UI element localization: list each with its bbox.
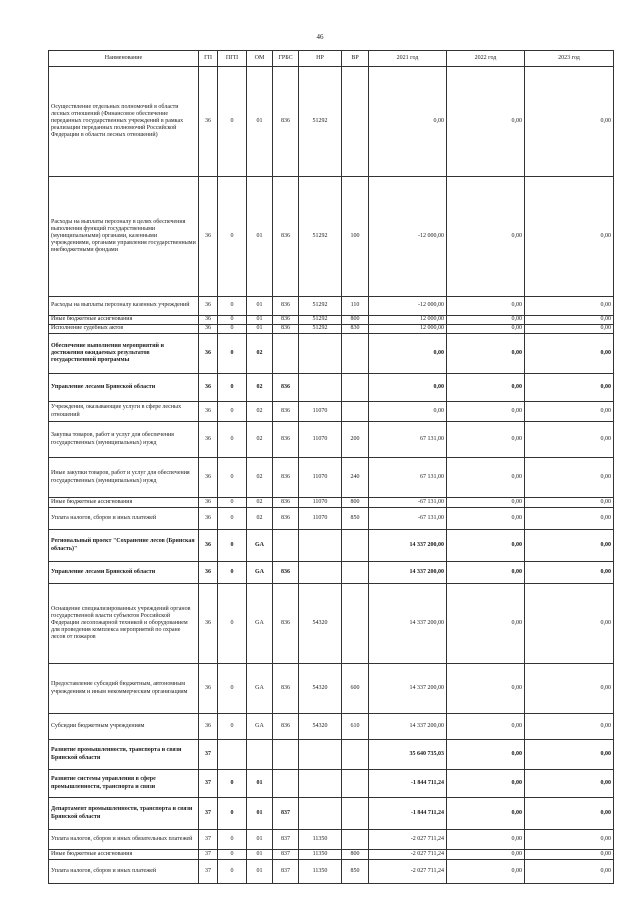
cell-2022: 0,00 <box>447 770 525 798</box>
table-row <box>49 67 614 177</box>
cell-pgp: 0 <box>218 402 247 422</box>
cell-pgp: 0 <box>218 770 247 798</box>
cell-name: Закупка товаров, работ и услуг для обеспечения государственных (муниципальных) нужд <box>49 422 199 458</box>
cell-grbs: 836 <box>273 458 299 498</box>
cell-gp: 36 <box>199 316 218 325</box>
cell-2023: 0,00 <box>525 740 614 770</box>
cell-nr: 11350 <box>299 860 342 884</box>
cell-grbs: 836 <box>273 422 299 458</box>
table-row <box>49 316 614 325</box>
cell-2021: 14 337 200,00 <box>369 562 447 584</box>
table-row <box>49 422 614 458</box>
cell-gp: 37 <box>199 860 218 884</box>
cell-name: Уплата налогов, сборов и иных обязательных платежей <box>49 830 199 850</box>
cell-vr <box>342 584 369 664</box>
cell-2023: 0,00 <box>525 562 614 584</box>
cell-om: 02 <box>247 334 273 374</box>
cell-2023: 0,00 <box>525 458 614 498</box>
cell-2023: 0,00 <box>525 850 614 860</box>
cell-om: 01 <box>247 860 273 884</box>
cell-2023: 0,00 <box>525 316 614 325</box>
cell-om: 01 <box>247 770 273 798</box>
table-row <box>49 530 614 562</box>
cell-grbs: 836 <box>273 297 299 316</box>
cell-2023: 0,00 <box>525 860 614 884</box>
cell-vr: 850 <box>342 860 369 884</box>
cell-2021: 0,00 <box>369 334 447 374</box>
cell-2022: 0,00 <box>447 422 525 458</box>
cell-vr <box>342 374 369 402</box>
cell-2021: 0,00 <box>369 402 447 422</box>
cell-om: 02 <box>247 498 273 508</box>
cell-gp: 36 <box>199 374 218 402</box>
cell-grbs <box>273 770 299 798</box>
header-pgp: ПГП <box>218 51 247 67</box>
cell-grbs <box>273 530 299 562</box>
table-row <box>49 740 614 770</box>
cell-2021: 14 337 200,00 <box>369 664 447 714</box>
cell-grbs: 836 <box>273 498 299 508</box>
header-grbs: ГРБС <box>273 51 299 67</box>
cell-nr: 11070 <box>299 402 342 422</box>
cell-2022: 0,00 <box>447 562 525 584</box>
cell-2021: 12 000,00 <box>369 316 447 325</box>
cell-grbs: 837 <box>273 850 299 860</box>
cell-pgp: 0 <box>218 860 247 884</box>
cell-name: Осуществление отдельных полномочий в области лесных отношений (Финансовое обеспечение переданных государственных учреждений в рамках реализации переданных полномочий Российской Федерации в области лесных отношений) <box>49 67 199 177</box>
cell-2021: -12 000,00 <box>369 177 447 297</box>
cell-name: Обеспечение выполнения мероприятий и достижения ожидаемых результатов государственной программы <box>49 334 199 374</box>
cell-gp: 37 <box>199 740 218 770</box>
cell-2021: 0,00 <box>369 67 447 177</box>
cell-name: Исполнение судебных актов <box>49 325 199 334</box>
cell-2022: 0,00 <box>447 584 525 664</box>
table-header-row <box>49 51 614 67</box>
cell-2022: 0,00 <box>447 498 525 508</box>
cell-om: 01 <box>247 297 273 316</box>
cell-2023: 0,00 <box>525 67 614 177</box>
cell-om: 01 <box>247 316 273 325</box>
cell-nr <box>299 530 342 562</box>
header-vr: ВР <box>342 51 369 67</box>
cell-2022: 0,00 <box>447 508 525 530</box>
cell-gp: 36 <box>199 530 218 562</box>
cell-grbs: 836 <box>273 664 299 714</box>
cell-2021: 14 337 200,00 <box>369 714 447 740</box>
cell-2021: -2 027 711,24 <box>369 830 447 850</box>
cell-2022: 0,00 <box>447 664 525 714</box>
cell-name: Иные бюджетные ассигнования <box>49 498 199 508</box>
cell-nr: 51292 <box>299 325 342 334</box>
cell-vr: 200 <box>342 422 369 458</box>
cell-grbs: 836 <box>273 325 299 334</box>
cell-om: 02 <box>247 402 273 422</box>
cell-pgp: 0 <box>218 334 247 374</box>
cell-vr: 240 <box>342 458 369 498</box>
table-row <box>49 374 614 402</box>
cell-pgp: 0 <box>218 374 247 402</box>
cell-om: 01 <box>247 850 273 860</box>
cell-2021: 67 131,00 <box>369 458 447 498</box>
cell-vr: 800 <box>342 498 369 508</box>
cell-name: Учреждения, оказывающие услуги в сфере лесных отношений <box>49 402 199 422</box>
cell-om: 01 <box>247 798 273 830</box>
cell-vr <box>342 798 369 830</box>
cell-2022: 0,00 <box>447 297 525 316</box>
cell-2021: -2 027 711,24 <box>369 860 447 884</box>
cell-name: Расходы на выплаты персоналу казенных учреждений <box>49 297 199 316</box>
cell-gp: 36 <box>199 664 218 714</box>
cell-vr: 110 <box>342 297 369 316</box>
cell-om: GA <box>247 664 273 714</box>
cell-pgp: 0 <box>218 67 247 177</box>
table-row <box>49 325 614 334</box>
cell-2022: 0,00 <box>447 798 525 830</box>
table-row <box>49 798 614 830</box>
cell-2023: 0,00 <box>525 798 614 830</box>
cell-nr: 11070 <box>299 458 342 498</box>
cell-2022: 0,00 <box>447 714 525 740</box>
cell-2021: 35 640 735,03 <box>369 740 447 770</box>
cell-om: GA <box>247 562 273 584</box>
table-row <box>49 498 614 508</box>
cell-2023: 0,00 <box>525 530 614 562</box>
cell-om: GA <box>247 714 273 740</box>
cell-nr: 11350 <box>299 830 342 850</box>
cell-name: Иные бюджетные ассигнования <box>49 316 199 325</box>
cell-2021: 0,00 <box>369 374 447 402</box>
table-row <box>49 562 614 584</box>
cell-2023: 0,00 <box>525 770 614 798</box>
cell-2022: 0,00 <box>447 325 525 334</box>
cell-2021: 12 000,00 <box>369 325 447 334</box>
cell-nr: 51292 <box>299 67 342 177</box>
cell-nr: 54320 <box>299 714 342 740</box>
cell-om: 01 <box>247 830 273 850</box>
cell-vr: 850 <box>342 508 369 530</box>
cell-name: Иные бюджетные ассигнования <box>49 850 199 860</box>
cell-vr <box>342 402 369 422</box>
cell-gp: 36 <box>199 402 218 422</box>
cell-name: Субсидии бюджетным учреждениям <box>49 714 199 740</box>
cell-2022: 0,00 <box>447 374 525 402</box>
table-row <box>49 297 614 316</box>
cell-2023: 0,00 <box>525 177 614 297</box>
cell-grbs: 837 <box>273 798 299 830</box>
cell-nr: 51292 <box>299 316 342 325</box>
cell-om: 02 <box>247 508 273 530</box>
table-row <box>49 584 614 664</box>
cell-name: Оснащение специализированных учреждений органов государственной власти субъектов Российской Федерации лесопожарной техникой и оборудованием для проведения комплекса мероприятий по охране лесов от пожаров <box>49 584 199 664</box>
header-name: Наименование <box>49 51 199 67</box>
cell-name: Департамент промышленности, транспорта и связи Брянской области <box>49 798 199 830</box>
cell-name: Расходы на выплаты персоналу в целях обеспечения выполнения функций государственными (муниципальными) органами, казенными учреждениями, органами управления государственными внебюджетными фондами <box>49 177 199 297</box>
cell-om: 01 <box>247 67 273 177</box>
cell-nr <box>299 798 342 830</box>
cell-om: 01 <box>247 325 273 334</box>
cell-gp: 36 <box>199 562 218 584</box>
table-row <box>49 334 614 374</box>
cell-2021: -12 000,00 <box>369 297 447 316</box>
cell-pgp: 0 <box>218 714 247 740</box>
cell-name: Управление лесами Брянской области <box>49 562 199 584</box>
cell-om: 02 <box>247 374 273 402</box>
page-number: 46 <box>316 33 324 41</box>
cell-name: Предоставление субсидий бюджетным, автономным учреждениям и иным некоммерческим организациям <box>49 664 199 714</box>
table-row <box>49 714 614 740</box>
cell-nr <box>299 770 342 798</box>
cell-nr <box>299 562 342 584</box>
cell-2021: 67 131,00 <box>369 422 447 458</box>
cell-pgp: 0 <box>218 458 247 498</box>
cell-gp: 37 <box>199 770 218 798</box>
cell-vr: 830 <box>342 325 369 334</box>
cell-nr: 51292 <box>299 177 342 297</box>
cell-om: GA <box>247 530 273 562</box>
cell-name: Развитие промышленности, транспорта и связи Брянской области <box>49 740 199 770</box>
cell-2022: 0,00 <box>447 67 525 177</box>
cell-pgp: 0 <box>218 584 247 664</box>
table-row <box>49 664 614 714</box>
cell-2022: 0,00 <box>447 402 525 422</box>
cell-pgp: 0 <box>218 297 247 316</box>
cell-2022: 0,00 <box>447 334 525 374</box>
cell-2023: 0,00 <box>525 830 614 850</box>
cell-2022: 0,00 <box>447 830 525 850</box>
cell-grbs: 836 <box>273 584 299 664</box>
cell-2022: 0,00 <box>447 530 525 562</box>
cell-gp: 36 <box>199 67 218 177</box>
cell-grbs: 836 <box>273 562 299 584</box>
cell-pgp: 0 <box>218 325 247 334</box>
cell-vr <box>342 334 369 374</box>
cell-pgp: 0 <box>218 498 247 508</box>
cell-2023: 0,00 <box>525 664 614 714</box>
cell-2021: 14 337 200,00 <box>369 584 447 664</box>
cell-nr: 11070 <box>299 422 342 458</box>
cell-2021: 14 337 200,00 <box>369 530 447 562</box>
cell-name: Иные закупки товаров, работ и услуг для обеспечения государственных (муниципальных) нужд <box>49 458 199 498</box>
cell-pgp: 0 <box>218 562 247 584</box>
cell-pgp: 0 <box>218 664 247 714</box>
cell-nr: 11070 <box>299 498 342 508</box>
cell-gp: 36 <box>199 584 218 664</box>
cell-name: Уплата налогов, сборов и иных платежей <box>49 508 199 530</box>
cell-vr <box>342 67 369 177</box>
cell-grbs <box>273 740 299 770</box>
cell-nr: 54320 <box>299 664 342 714</box>
cell-vr <box>342 562 369 584</box>
cell-2022: 0,00 <box>447 850 525 860</box>
cell-2021: -1 844 711,24 <box>369 798 447 830</box>
table-row <box>49 402 614 422</box>
cell-vr: 800 <box>342 850 369 860</box>
cell-grbs: 836 <box>273 714 299 740</box>
cell-gp: 36 <box>199 297 218 316</box>
cell-nr <box>299 740 342 770</box>
cell-2023: 0,00 <box>525 422 614 458</box>
cell-gp: 36 <box>199 177 218 297</box>
cell-gp: 37 <box>199 850 218 860</box>
cell-2022: 0,00 <box>447 458 525 498</box>
cell-2022: 0,00 <box>447 860 525 884</box>
cell-grbs: 836 <box>273 508 299 530</box>
cell-gp: 37 <box>199 830 218 850</box>
cell-pgp: 0 <box>218 508 247 530</box>
cell-grbs: 836 <box>273 316 299 325</box>
cell-pgp: 0 <box>218 316 247 325</box>
cell-pgp: 0 <box>218 530 247 562</box>
cell-pgp: 0 <box>218 850 247 860</box>
cell-gp: 36 <box>199 422 218 458</box>
cell-gp: 36 <box>199 714 218 740</box>
cell-nr: 11070 <box>299 508 342 530</box>
cell-2023: 0,00 <box>525 325 614 334</box>
header-gp: ГП <box>199 51 218 67</box>
cell-om: 02 <box>247 422 273 458</box>
cell-vr <box>342 530 369 562</box>
cell-pgp: 0 <box>218 798 247 830</box>
cell-om: 02 <box>247 458 273 498</box>
cell-2021: -67 131,00 <box>369 498 447 508</box>
cell-vr <box>342 830 369 850</box>
cell-2022: 0,00 <box>447 316 525 325</box>
cell-om: GA <box>247 584 273 664</box>
cell-2023: 0,00 <box>525 508 614 530</box>
header-nr: НР <box>299 51 342 67</box>
cell-2022: 0,00 <box>447 740 525 770</box>
cell-name: Управление лесами Брянской области <box>49 374 199 402</box>
cell-2023: 0,00 <box>525 374 614 402</box>
cell-2021: -2 027 711,24 <box>369 850 447 860</box>
cell-vr: 610 <box>342 714 369 740</box>
cell-nr: 54320 <box>299 584 342 664</box>
cell-nr: 51292 <box>299 297 342 316</box>
header-2021: 2021 год <box>369 51 447 67</box>
cell-2023: 0,00 <box>525 584 614 664</box>
cell-nr: 11350 <box>299 850 342 860</box>
table-row <box>49 458 614 498</box>
cell-2023: 0,00 <box>525 402 614 422</box>
cell-pgp: 0 <box>218 422 247 458</box>
table-row <box>49 860 614 884</box>
cell-2023: 0,00 <box>525 714 614 740</box>
cell-grbs: 836 <box>273 177 299 297</box>
cell-gp: 37 <box>199 798 218 830</box>
cell-2023: 0,00 <box>525 334 614 374</box>
cell-grbs <box>273 334 299 374</box>
header-2023: 2023 год <box>525 51 614 67</box>
cell-gp: 36 <box>199 498 218 508</box>
cell-2021: -67 131,00 <box>369 508 447 530</box>
cell-gp: 36 <box>199 325 218 334</box>
table-row <box>49 850 614 860</box>
cell-name: Региональный проект "Сохранение лесов (Брянская область)" <box>49 530 199 562</box>
cell-pgp: 0 <box>218 177 247 297</box>
cell-gp: 36 <box>199 508 218 530</box>
cell-vr <box>342 770 369 798</box>
table-row <box>49 508 614 530</box>
table-row <box>49 770 614 798</box>
header-om: ОМ <box>247 51 273 67</box>
cell-gp: 36 <box>199 334 218 374</box>
cell-pgp <box>218 740 247 770</box>
table-row <box>49 830 614 850</box>
cell-grbs: 836 <box>273 374 299 402</box>
cell-vr: 100 <box>342 177 369 297</box>
cell-2023: 0,00 <box>525 498 614 508</box>
header-2022: 2022 год <box>447 51 525 67</box>
cell-2023: 0,00 <box>525 297 614 316</box>
cell-vr <box>342 740 369 770</box>
cell-grbs: 836 <box>273 67 299 177</box>
cell-nr <box>299 334 342 374</box>
cell-grbs: 837 <box>273 830 299 850</box>
cell-gp: 36 <box>199 458 218 498</box>
cell-grbs: 836 <box>273 402 299 422</box>
cell-name: Уплата налогов, сборов и иных платежей <box>49 860 199 884</box>
cell-name: Развитие системы управления в сфере промышленности, транспорта и связи <box>49 770 199 798</box>
cell-nr <box>299 374 342 402</box>
cell-2021: -1 844 711,24 <box>369 770 447 798</box>
cell-vr: 600 <box>342 664 369 714</box>
cell-om: 01 <box>247 177 273 297</box>
table-row <box>49 177 614 297</box>
cell-pgp: 0 <box>218 830 247 850</box>
cell-2022: 0,00 <box>447 177 525 297</box>
cell-grbs: 837 <box>273 860 299 884</box>
cell-om <box>247 740 273 770</box>
cell-vr: 800 <box>342 316 369 325</box>
budget-table <box>48 50 614 884</box>
